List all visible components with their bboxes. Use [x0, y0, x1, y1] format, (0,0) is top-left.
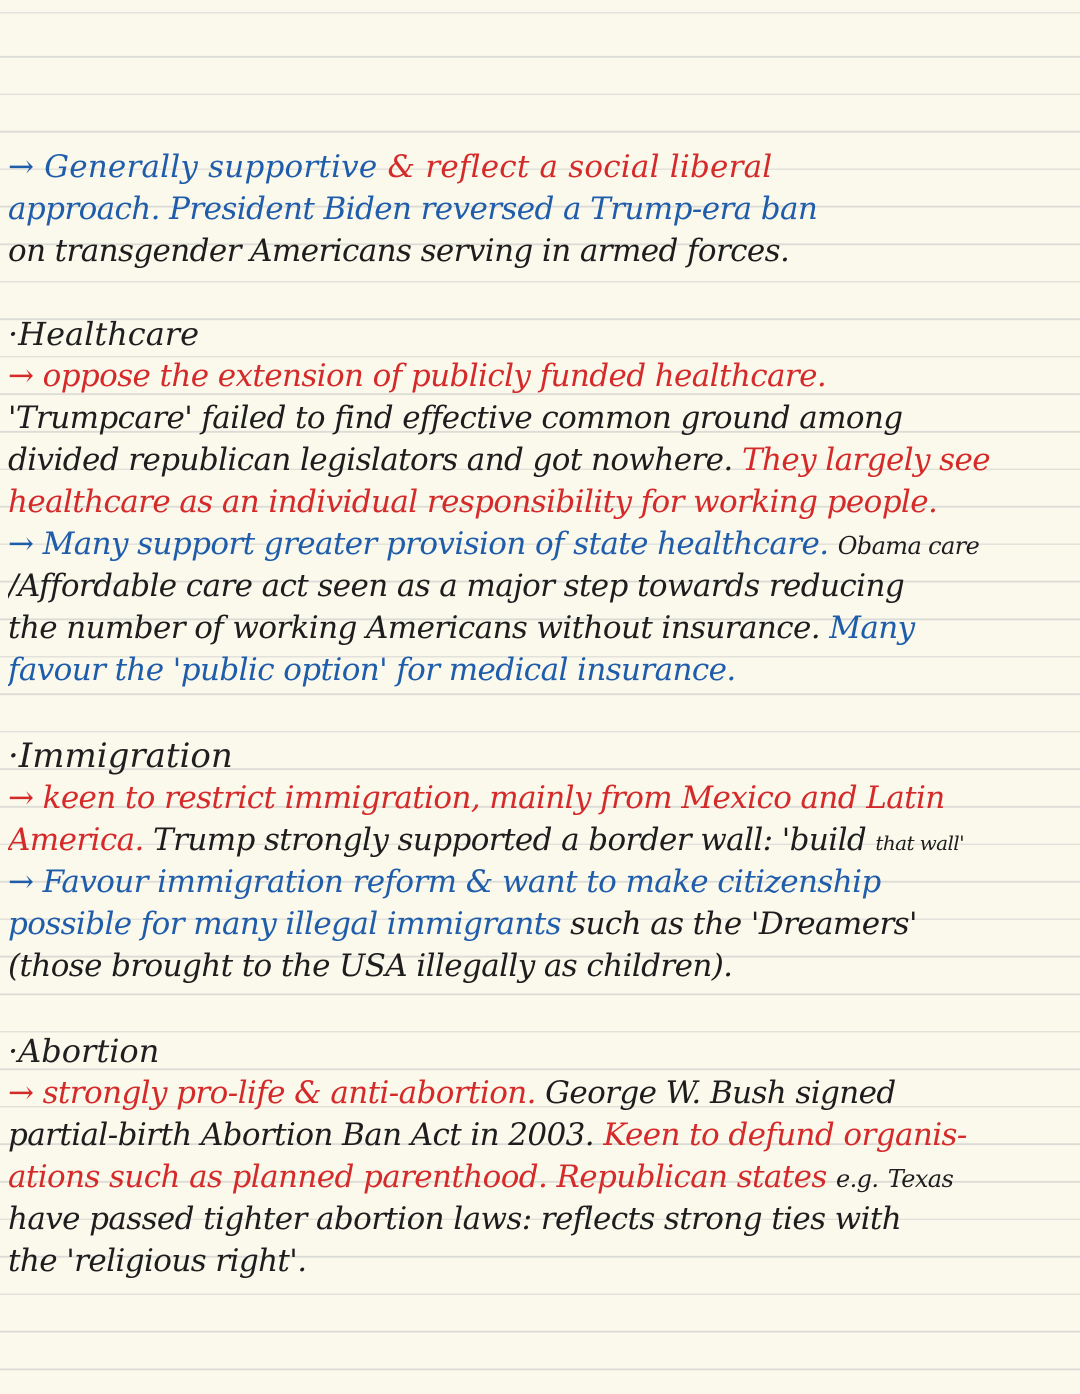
healthcare-line-7: [8, 607, 1070, 649]
healthcare-line-3-red: They largely see: [741, 442, 990, 478]
healthcare-line-4: healthcare as an individual responsibility for working people.: [8, 484, 938, 520]
healthcare-line-5: [8, 523, 1070, 565]
healthcare-line-7-black: the number of working Americans without insurance.: [8, 610, 821, 646]
healthcare-line-5-black: Obama care: [837, 532, 980, 560]
healthcare-section: [8, 313, 1070, 691]
abortion-line-4: have passed tighter abortion laws: reflects strong ties with: [8, 1201, 902, 1237]
abortion-section: [8, 1030, 1070, 1282]
immigration-line-4-black: such as the 'Dreamers': [570, 906, 917, 942]
healthcare-line-8: favour the 'public option' for medical insurance.: [8, 652, 736, 688]
intro-line-3: on transgender Americans serving in armed forces.: [8, 233, 790, 269]
immigration-line-2: [8, 819, 1070, 861]
healthcare-line-3-black: divided republican legislators and got nowhere.: [8, 442, 733, 478]
immigration-line-4: [8, 903, 1070, 945]
intro-paragraph: [8, 146, 1070, 272]
arrow-glyph: →: [8, 149, 35, 185]
immigration-line-5: (those brought to the USA illegally as children).: [8, 948, 733, 984]
abortion-line-2-red: Keen to defund organis-: [603, 1117, 967, 1153]
intro-line-2: approach. President Biden reversed a Trump-era ban: [8, 191, 818, 227]
immigration-line-3: → Favour immigration reform & want to make citizenship: [8, 864, 881, 900]
abortion-line-2: [8, 1114, 1070, 1156]
immigration-line-4-blue: possible for many illegal immigrants: [8, 906, 561, 942]
healthcare-line-3: [8, 439, 1070, 481]
abortion-line-1-red: → strongly pro-life & anti-abortion.: [8, 1075, 536, 1111]
immigration-line-1: → keen to restrict immigration, mainly from Mexico and Latin: [8, 780, 945, 816]
immigration-section: [8, 735, 1070, 987]
abortion-line-3: [8, 1156, 1070, 1198]
healthcare-line-6: /Affordable care act seen as a major step towards reducing: [8, 568, 905, 604]
immigration-line-2-small: that wall': [875, 831, 964, 855]
abortion-line-3-red: ations such as planned parenthood. Republican states: [8, 1159, 827, 1195]
immigration-line-2-red: America.: [8, 822, 144, 858]
abortion-line-5: the 'religious right'.: [8, 1243, 307, 1279]
abortion-line-3-small: Texas: [887, 1165, 954, 1193]
abortion-line-1: [8, 1072, 1070, 1114]
abortion-heading: ·Abortion: [8, 1032, 160, 1070]
healthcare-line-7-blue: Many: [829, 610, 915, 646]
intro-reflect: & reflect a social liberal: [387, 149, 773, 185]
intro-line-1: [8, 146, 1070, 188]
intro-generally: Generally supportive: [44, 149, 378, 185]
abortion-line-1-black: George W. Bush signed: [545, 1075, 896, 1111]
healthcare-line-2: 'Trumpcare' failed to find effective common ground among: [8, 400, 903, 436]
healthcare-line-5-blue: → Many support greater provision of state healthcare.: [8, 526, 829, 562]
immigration-line-2-black: Trump strongly supported a border wall: 'build: [153, 822, 867, 858]
abortion-line-2-black: partial-birth Abortion Ban Act in 2003.: [8, 1117, 595, 1153]
abortion-line-3-black: e.g.: [835, 1165, 879, 1193]
healthcare-heading: ·Healthcare: [8, 315, 200, 353]
immigration-heading: ·Immigration: [8, 736, 233, 776]
healthcare-line-1: → oppose the extension of publicly funded healthcare.: [8, 358, 827, 394]
